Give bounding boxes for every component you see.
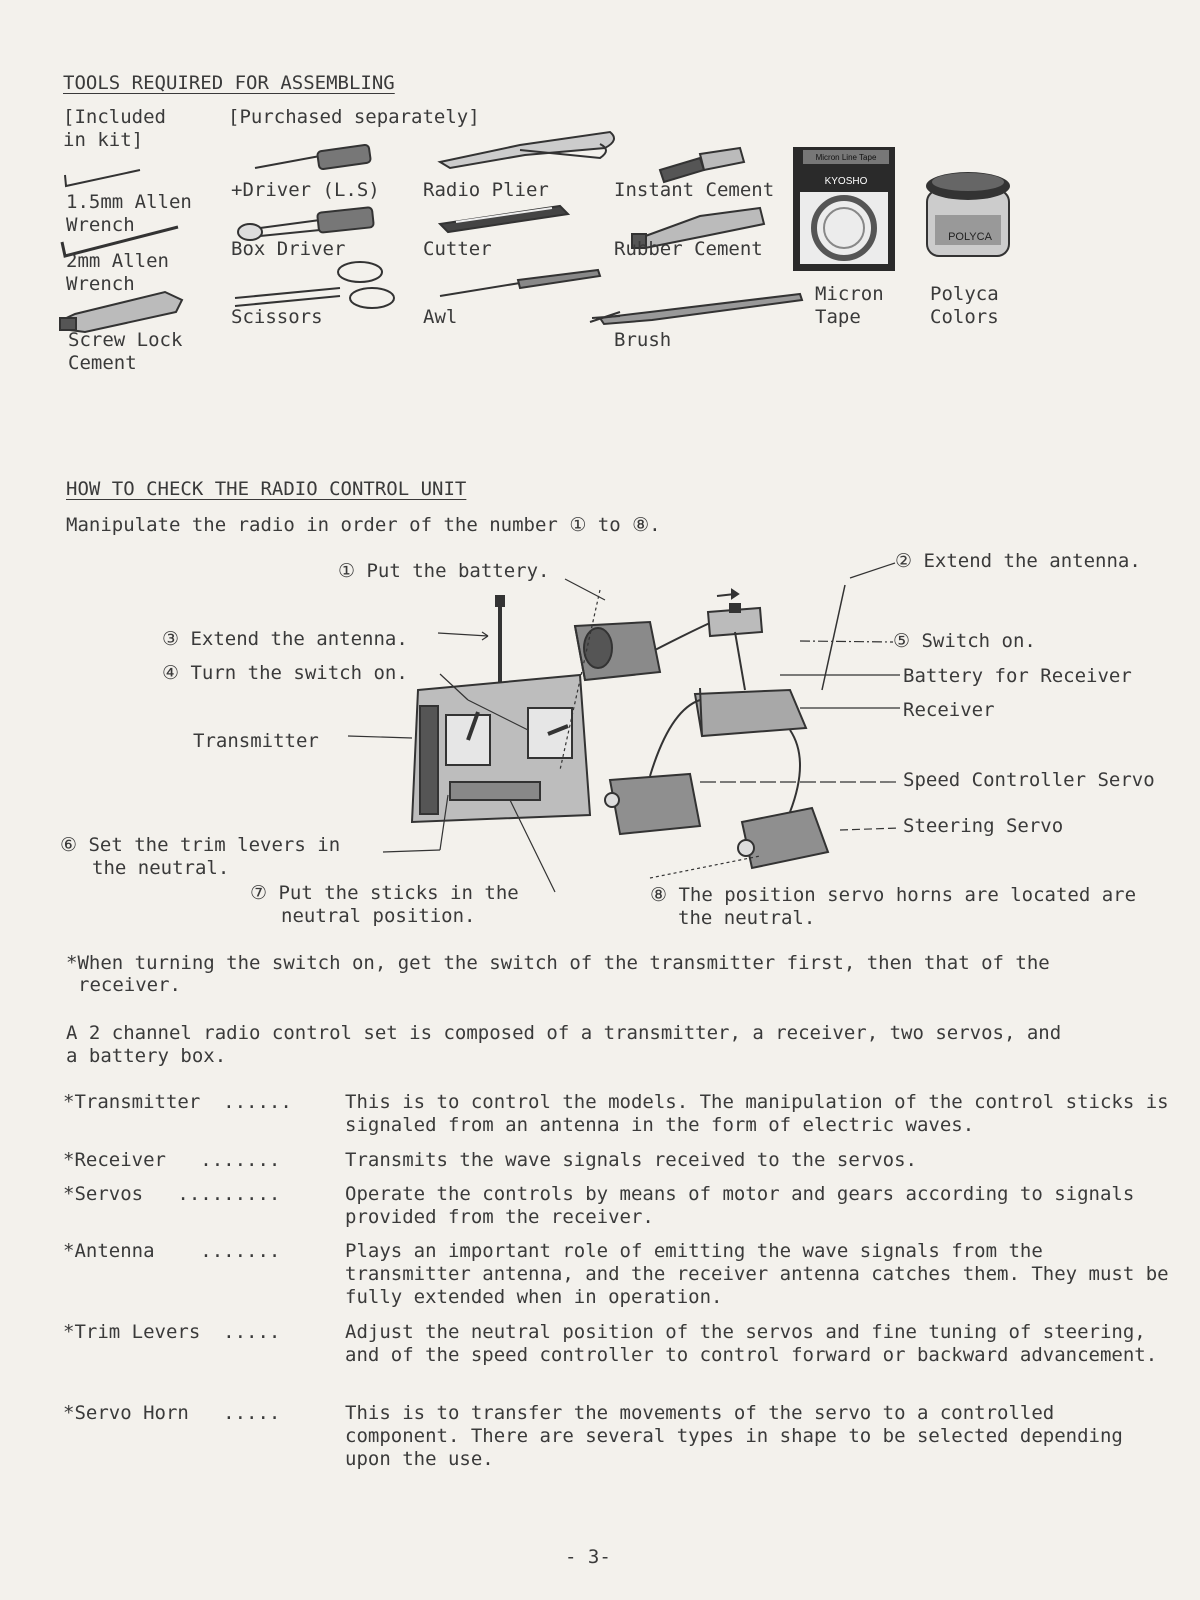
screw-lock-label-line2: Cement — [68, 352, 137, 374]
allen-1-5mm-label-line2: Wrench — [66, 214, 135, 236]
brush-icon — [590, 294, 802, 324]
polyca-jar-label: POLYCA — [948, 231, 992, 243]
step-3-label: ③ Extend the antenna. — [162, 628, 408, 650]
transmitter-icon — [412, 596, 590, 822]
included-label-line1: [Included — [63, 106, 166, 128]
driver-icon — [255, 144, 371, 169]
tools-heading: TOOLS REQUIRED FOR ASSEMBLING — [63, 72, 395, 94]
radio-check-intro: Manipulate the radio in order of the number ① to ⑧. — [66, 514, 661, 536]
screw-lock-label-line1: Screw Lock — [68, 329, 183, 351]
allen-2mm-label-line1: 2mm Allen — [66, 250, 169, 272]
polyca-label-line2: Colors — [930, 306, 999, 328]
step-2-label: ② Extend the antenna. — [895, 550, 1141, 572]
steering-servo-icon — [738, 730, 828, 868]
driver-label: +Driver (L.S) — [231, 179, 380, 201]
definition-text-servos: Operate the controls by means of motor and gears according to signals provided from the receiver. — [345, 1183, 1135, 1228]
scissors-label: Scissors — [231, 306, 323, 328]
battery-box-icon — [575, 622, 712, 680]
speed-controller-servo-label: Speed Controller Servo — [903, 769, 1155, 791]
awl-label: Awl — [423, 306, 458, 328]
speed-controller-servo-icon — [605, 700, 700, 834]
switch-note-line1: *When turning the switch on, get the switch of the transmitter first, then that of the — [66, 952, 1050, 974]
rubber-cement-label: Rubber Cement — [614, 238, 763, 260]
included-label-line2: in kit] — [63, 129, 144, 151]
purchased-label: [Purchased separately] — [228, 106, 480, 128]
page-number: - 3- — [565, 1546, 611, 1568]
step-8-label-line1: ⑧ The position servo horns are located are — [650, 884, 1137, 906]
step-5-label: ⑤ Switch on. — [893, 630, 1036, 652]
receiver-switch-icon — [708, 590, 762, 636]
polyca-colors-jar-icon — [926, 172, 1010, 256]
definition-text-antenna: Plays an important role of emitting the wave signals from the transmitter antenna, and the receiver antenna catches them. They must be fully extended when in operation. — [345, 1240, 1169, 1308]
allen-1-5mm-label-line1: 1.5mm Allen — [66, 191, 192, 213]
micron-tape-label-line2: Tape — [815, 306, 861, 328]
micron-tape-icon — [793, 147, 895, 271]
receiver-icon — [695, 585, 845, 736]
set-note-line1: A 2 channel radio control set is composed of a transmitter, a receiver, two servos, and — [66, 1022, 1062, 1044]
radio-plier-icon — [440, 132, 614, 168]
definition-term-transmitter: *Transmitter ...... — [63, 1091, 292, 1113]
radio-check-heading: HOW TO CHECK THE RADIO CONTROL UNIT — [66, 478, 467, 500]
micron-tape-label: Micron Line Tape — [815, 153, 877, 162]
definition-term-servo-horn: *Servo Horn ..... — [63, 1402, 281, 1424]
definition-text-receiver: Transmits the wave signals received to the servos. — [345, 1149, 917, 1171]
instant-cement-label: Instant Cement — [614, 179, 775, 201]
definition-term-trim-levers: *Trim Levers ..... — [63, 1321, 281, 1343]
steering-servo-label: Steering Servo — [903, 815, 1064, 837]
radio-plier-label: Radio Plier — [423, 179, 549, 201]
definition-text-trim-levers: Adjust the neutral position of the servos and fine tuning of steering, and of the speed controller to control forward or backward advancement. — [345, 1321, 1158, 1366]
set-note-line2: a battery box. — [66, 1045, 227, 1067]
definition-term-servos: *Servos ......... — [63, 1183, 281, 1205]
micron-tape-label-line1: Micron — [815, 283, 884, 305]
definition-text-servo-horn: This is to transfer the movements of the servo to a controlled component. There are several types in shape to be selected depending upon the use. — [345, 1402, 1123, 1470]
step-6-label-line2: the neutral. — [92, 857, 230, 879]
step-7-label-line2: neutral position. — [281, 905, 476, 927]
step-1-label: ① Put the battery. — [338, 560, 550, 582]
step-7-label-line1: ⑦ Put the sticks in the — [250, 882, 519, 904]
allen-2mm-label-line2: Wrench — [66, 273, 135, 295]
cutter-label: Cutter — [423, 238, 492, 260]
battery-for-receiver-label: Battery for Receiver — [903, 665, 1132, 687]
receiver-label: Receiver — [903, 699, 995, 721]
scissors-icon — [235, 262, 394, 308]
definition-term-receiver: *Receiver ....... — [63, 1149, 281, 1171]
instant-cement-icon — [660, 148, 744, 182]
step-4-label: ④ Turn the switch on. — [162, 662, 408, 684]
step-8-label-line2: the neutral. — [678, 907, 816, 929]
definition-text-transmitter: This is to control the models. The manipulation of the control sticks is signaled from an antenna in the form of electric waves. — [345, 1091, 1169, 1136]
transmitter-label: Transmitter — [193, 730, 319, 752]
cutter-icon — [440, 206, 568, 232]
step-6-label-line1: ⑥ Set the trim levers in — [60, 834, 341, 856]
definition-term-antenna: *Antenna ....... — [63, 1240, 281, 1262]
box-driver-icon — [238, 207, 374, 240]
allen-wrench-1-5mm-icon — [65, 170, 140, 186]
screw-lock-tube-icon — [60, 292, 182, 332]
micron-tape-brand: KYOSHO — [824, 176, 868, 187]
awl-icon — [440, 270, 600, 296]
polyca-label-line1: Polyca — [930, 283, 999, 305]
switch-note-line2: receiver. — [78, 974, 181, 996]
brush-label: Brush — [614, 329, 672, 351]
box-driver-label: Box Driver — [231, 238, 346, 260]
